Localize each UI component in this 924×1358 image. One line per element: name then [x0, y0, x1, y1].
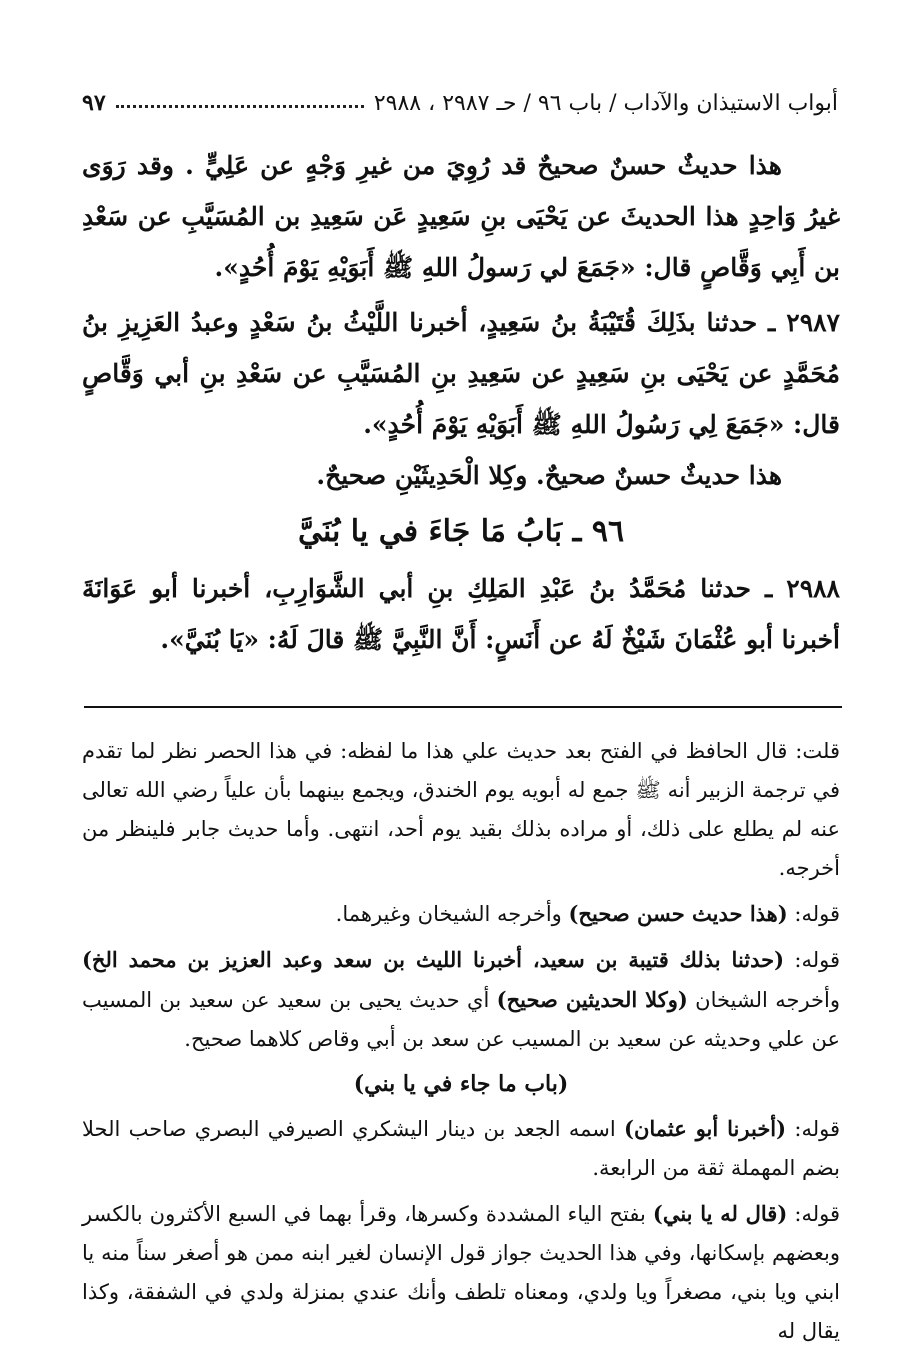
note-text: بفتح الياء المشددة وكسرها، وقرأ بهما في السبع الأكثرون بالكسر وبعضهم بإسكانها، وفي هذا الحديث جواز قول الإنسان لغير ابنه ممن هو أصغر سناً منه يا ابني ويا بني، مصغراً ويا ولدي، ومعناه تلطف وأنك عندي بمنزلة ولدي في الشفقة، وكذا يقال له — [82, 1202, 840, 1343]
note-lead: قوله: — [794, 1117, 840, 1141]
hadith-number: ٢٩٨٨ ـ — [764, 574, 840, 603]
note-chapter-heading: (باب ما جاء في يا بني) — [353, 1071, 569, 1097]
note-lead: قوله: — [794, 948, 840, 972]
note-paragraph — [82, 1109, 840, 1188]
note-quote: (أخبرنا أبو عثمان) — [624, 1116, 787, 1141]
note-paragraph — [82, 894, 840, 934]
chapter-heading: ٩٦ ـ بَابُ مَا جَاءَ في يا بُنَيَّ — [297, 514, 625, 549]
note-quote: (هذا حديث حسن صحيح) — [568, 901, 788, 926]
footnote-divider — [84, 706, 842, 708]
note-lead: قوله: — [794, 1202, 840, 1226]
hadith-2987 — [82, 297, 840, 450]
hadith-number: ٢٩٨٧ ـ — [768, 308, 840, 337]
hadith-text: حدثنا بذَلِكَ قُتَيْبَةُ بنُ سَعِيدٍ، أخبرنا اللَّيْثُ بنُ سَعْدٍ وعبدُ العَزِيزِ بنُ مُحَمَّدٍ عن يَحْيَى بنِ سَعِيدٍ عن سَعِيدِ بنِ المُسَيَّبِ عن سَعْدِ بنِ أبي وَقَّاصٍ قال: «جَمَعَ لِي رَسُولُ اللهِ ﷺ أَبَوَيْهِ يَوْمَ أُحُدٍ». — [82, 308, 840, 439]
note-text: أي حديث يحيى بن سعيد عن سعيد بن المسيب عن علي وحديثه عن سعيد بن المسيب عن سعد بن أبي وقاص كلاهما صحيح. — [82, 988, 840, 1051]
note-lead: قوله: — [794, 902, 840, 926]
hadith-text: حدثنا مُحَمَّدُ بنُ عَبْدِ المَلِكِ بنِ أبي الشَّوَارِبِ، أخبرنا أبو عَوَانَةَ أخبرنا أبو عُثْمَانَ شَيْخٌ لَهُ عن أَنَسٍ: أَنَّ النَّبِيَّ ﷺ قالَ لَهُ: «يَا بُنَيَّ». — [82, 574, 840, 654]
commentary-notes — [82, 732, 840, 1351]
hadith-grading: هذا حديثٌ حسنٌ صحيحٌ. وكِلا الْحَدِيثَيْنِ صحيحٌ. — [316, 461, 782, 490]
hadith-commentary-paragraph: هذا حديثٌ حسنٌ صحيحٌ قد رُوِيَ من غيرِ وَجْهٍ عن عَلِيٍّ . وقد رَوَى غيرُ وَاحِدٍ هذا الحديثَ عن يَحْيَى بنِ سَعِيدٍ عَن سَعِيدِ بن المُسَيَّبِ عن سَعْدِ بن أَبِي وَقَّاصٍ قال: «جَمَعَ لي رَسولُ اللهِ ﷺ أَبَوَيْهِ يَوْمَ أُحُدٍ». — [82, 151, 840, 282]
note-paragraph — [82, 940, 840, 1059]
note-text: وأخرجه الشيخان — [695, 988, 840, 1012]
hadith-2988 — [82, 563, 840, 665]
note-quote: (حدثنا بذلك قتيبة بن سعيد، أخبرنا الليث بن سعد وعبد العزيز بن محمد الخ) — [82, 947, 785, 972]
page-number: ٩٧ — [82, 90, 106, 116]
note-quote: (قال له يا بني) — [652, 1201, 788, 1226]
running-title: أبواب الاستيذان والآداب / باب ٩٦ / حـ ٢٩٨٧ ، ٢٩٨٨ — [373, 91, 838, 116]
note-text: اسمه الجعد بن دينار اليشكري الصيرفي البصري صاحب الحلا بضم المهملة ثقة من الرابعة. — [82, 1117, 840, 1180]
note-paragraph: قلت: قال الحافظ في الفتح بعد حديث علي هذا ما لفظه: في هذا الحصر نظر لما تقدم في ترجمة الزبير أنه ﷺ جمع له أبويه يوم الخندق، ويجمع بينهما بأن علياً رضي الله تعالى عنه لم يطلع على ذلك، أو مراده بذلك بقيد يوم أحد، انتهى. وأما حديث جابر فلينظر من أخرجه. — [82, 739, 840, 880]
note-quote: (وكلا الحديثين صحيح) — [496, 987, 688, 1012]
main-text — [82, 140, 840, 665]
dot-leader — [116, 105, 364, 108]
note-text: وأخرجه الشيخان وغيرهما. — [335, 902, 562, 926]
page-header — [82, 82, 838, 116]
note-paragraph — [82, 1194, 840, 1351]
